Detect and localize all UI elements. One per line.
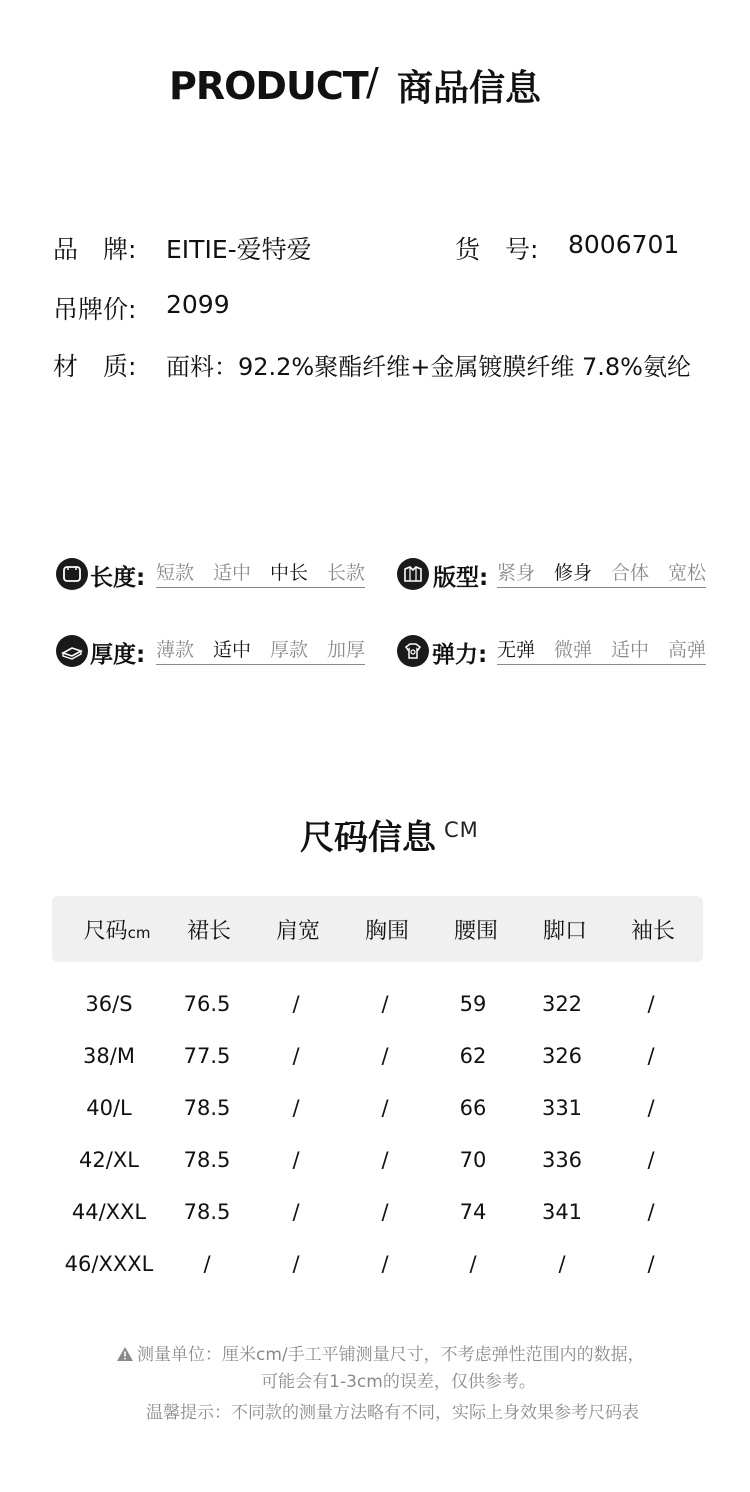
price-value: 2099 xyxy=(166,290,230,319)
attr-length-options xyxy=(156,561,365,588)
table-cell: 44/XXL xyxy=(71,1200,147,1224)
size-section-title: 尺码信息 xyxy=(300,818,436,858)
elasticity-icon xyxy=(397,635,429,667)
note-line-1 xyxy=(116,1340,645,1365)
attr-length-label: 长度: xyxy=(90,565,146,591)
option-moderate-stretch: 适中 xyxy=(611,639,650,661)
table-cell: / xyxy=(292,1200,300,1224)
table-cell: / xyxy=(381,1252,389,1276)
material-value: 面料：92.2%聚酯纤维+金属镀膜纤维 7.8%氨纶 xyxy=(166,353,691,381)
table-cell: / xyxy=(647,1148,655,1172)
attr-thickness-label: 厚度: xyxy=(90,642,146,668)
header-shoulder: 肩宽 xyxy=(275,919,321,944)
note-line-1-text: 测量单位：厘米cm/手工平铺测量尺寸，不考虑弹性范围内的数据， xyxy=(137,1345,645,1365)
price-row xyxy=(0,290,750,324)
header-hem: 脚口 xyxy=(542,919,588,944)
table-cell: 76.5 xyxy=(183,992,231,1016)
option-extra-thick: 加厚 xyxy=(327,639,366,661)
table-row xyxy=(0,1044,750,1070)
option-tight: 紧身 xyxy=(497,562,536,584)
table-cell: / xyxy=(292,1044,300,1068)
note-line-2: 可能会有1-3cm的误差，仅供参考。 xyxy=(261,1372,536,1392)
attr-length xyxy=(56,557,376,593)
option-fit: 合体 xyxy=(611,562,650,584)
material-label: 材 质: xyxy=(53,352,137,381)
table-cell: 331 xyxy=(541,1096,583,1120)
header-title-en: PRODUCT xyxy=(169,64,368,108)
table-cell: / xyxy=(647,1252,655,1276)
table-cell: 74 xyxy=(459,1200,487,1224)
table-row xyxy=(0,1252,750,1278)
option-no-stretch-selected: 无弹 xyxy=(497,639,536,661)
material-row xyxy=(0,347,750,381)
skirt-length-icon xyxy=(56,558,88,590)
warning-icon xyxy=(116,1346,134,1362)
brand-row xyxy=(0,230,750,264)
header-waist: 腰围 xyxy=(453,919,499,944)
note-line-3: 温馨提示：不同款的测量方法略有不同，实际上身效果参考尺码表 xyxy=(146,1403,639,1423)
table-cell: 40/L xyxy=(86,1096,132,1120)
attr-silhouette-label: 版型: xyxy=(433,565,489,591)
option-long: 长款 xyxy=(327,562,366,584)
option-slight-stretch: 微弹 xyxy=(554,639,593,661)
table-cell: / xyxy=(203,1252,211,1276)
attr-elasticity xyxy=(397,634,717,670)
table-cell: / xyxy=(647,1200,655,1224)
table-row xyxy=(0,1096,750,1122)
attr-silhouette xyxy=(397,557,717,593)
table-cell: 70 xyxy=(459,1148,487,1172)
table-row xyxy=(0,992,750,1018)
attr-silhouette-options xyxy=(497,561,706,588)
table-cell: / xyxy=(381,1044,389,1068)
header-size xyxy=(84,914,151,945)
table-row xyxy=(0,1200,750,1226)
option-high-stretch: 高弹 xyxy=(668,639,707,661)
silhouette-icon xyxy=(397,558,429,590)
table-cell: / xyxy=(647,1044,655,1068)
size-section-unit: CM xyxy=(444,818,479,842)
table-cell: 78.5 xyxy=(183,1200,231,1224)
table-cell: 38/M xyxy=(83,1044,135,1068)
header-separator: / xyxy=(366,60,379,104)
table-cell: 341 xyxy=(541,1200,583,1224)
header-size-unit: cm xyxy=(127,924,151,942)
page-header xyxy=(0,58,750,118)
table-cell: / xyxy=(558,1252,566,1276)
table-cell: 77.5 xyxy=(183,1044,231,1068)
table-cell: / xyxy=(381,1148,389,1172)
brand-label: 品 牌: xyxy=(53,235,137,264)
option-thin: 薄款 xyxy=(156,639,195,661)
header-bust: 胸围 xyxy=(364,919,410,944)
option-thick: 厚款 xyxy=(270,639,309,661)
table-cell: 322 xyxy=(541,992,583,1016)
attr-elasticity-label: 弹力: xyxy=(432,642,488,668)
option-medium-selected: 适中 xyxy=(213,639,252,661)
option-loose: 宽松 xyxy=(668,562,707,584)
table-cell: 326 xyxy=(541,1044,583,1068)
header-title-cn: 商品信息 xyxy=(397,68,542,109)
table-cell: 62 xyxy=(459,1044,487,1068)
table-cell: / xyxy=(381,1200,389,1224)
option-medium: 适中 xyxy=(213,562,252,584)
option-short: 短款 xyxy=(156,562,195,584)
header-size-text: 尺码 xyxy=(83,919,128,944)
table-cell: 59 xyxy=(459,992,487,1016)
table-row xyxy=(0,1148,750,1174)
table-cell: / xyxy=(292,1148,300,1172)
table-cell: / xyxy=(647,1096,655,1120)
table-cell: / xyxy=(292,992,300,1016)
table-cell: 46/XXXL xyxy=(64,1252,154,1276)
table-cell: / xyxy=(647,992,655,1016)
option-midi-selected: 中长 xyxy=(270,562,309,584)
thickness-icon xyxy=(56,635,88,667)
table-cell: / xyxy=(469,1252,477,1276)
table-cell: / xyxy=(381,1096,389,1120)
brand-value: EITIE-爱特爱 xyxy=(166,235,312,264)
table-cell: / xyxy=(381,992,389,1016)
header-skirt-length: 裙长 xyxy=(186,919,232,944)
table-cell: 42/XL xyxy=(79,1148,139,1172)
table-cell: 66 xyxy=(459,1096,487,1120)
table-cell: 336 xyxy=(541,1148,583,1172)
price-label: 吊牌价: xyxy=(53,295,137,324)
table-cell: 78.5 xyxy=(183,1096,231,1120)
attr-thickness xyxy=(56,634,376,670)
attr-thickness-options xyxy=(156,638,365,665)
sku-value: 8006701 xyxy=(568,230,680,259)
option-slim-selected: 修身 xyxy=(554,562,593,584)
attr-elasticity-options xyxy=(497,638,706,665)
table-cell: / xyxy=(292,1252,300,1276)
table-cell: / xyxy=(292,1096,300,1120)
sku-label: 货 号: xyxy=(455,235,539,264)
header-sleeve: 袖长 xyxy=(630,919,676,944)
table-cell: 78.5 xyxy=(183,1148,231,1172)
table-cell: 36/S xyxy=(85,992,133,1016)
size-table-header xyxy=(52,896,703,962)
